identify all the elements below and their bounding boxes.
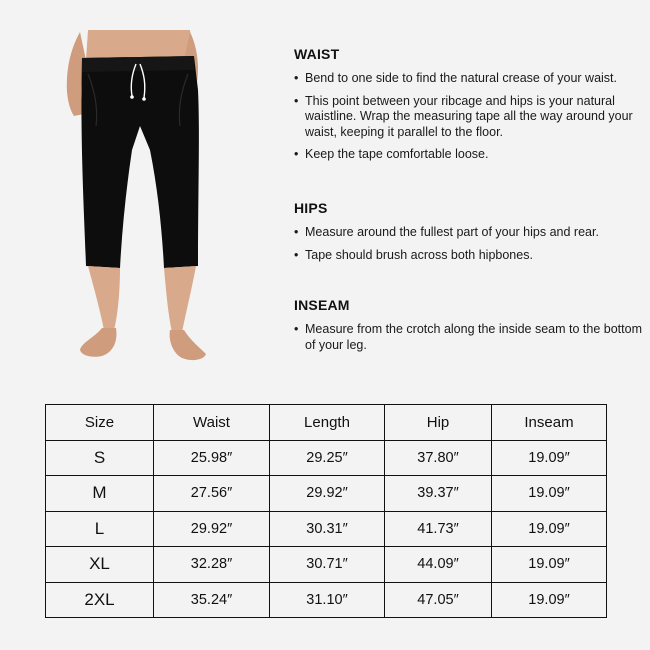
hip-cell: 41.73″: [385, 511, 492, 547]
table-row: [46, 476, 607, 512]
size-cell: XL: [46, 547, 154, 583]
waist-bullets: [294, 71, 650, 163]
header-length: Length: [270, 405, 385, 441]
list-item: [294, 225, 650, 241]
hips-bullets: [294, 225, 650, 263]
header-waist: Waist: [154, 405, 270, 441]
bullet-icon: •: [294, 247, 299, 262]
bullet-icon: •: [294, 322, 299, 336]
list-item: [294, 322, 650, 353]
list-item: [294, 147, 650, 163]
waist-cell: 35.24″: [154, 582, 270, 618]
waist-title: WAIST: [294, 46, 340, 62]
length-cell: 31.10″: [270, 582, 385, 618]
list-item: [294, 71, 650, 87]
inseam-cell: 19.09″: [492, 582, 607, 618]
bullet-text: Keep the tape comfortable loose.: [305, 147, 489, 161]
inseam-bullets: [294, 322, 650, 353]
inseam-title: INSEAM: [294, 297, 350, 313]
size-cell: M: [46, 476, 154, 512]
length-cell: 30.71″: [270, 547, 385, 583]
inseam-cell: 19.09″: [492, 511, 607, 547]
bullet-icon: •: [294, 71, 299, 85]
header-inseam: Inseam: [492, 405, 607, 441]
hips-title: HIPS: [294, 200, 328, 216]
length-cell: 30.31″: [270, 511, 385, 547]
inseam-section: [294, 297, 650, 360]
table-row: [46, 511, 607, 547]
table-header-row: [46, 405, 607, 441]
hip-cell: 44.09″: [385, 547, 492, 583]
waist-cell: 27.56″: [154, 476, 270, 512]
size-cell: 2XL: [46, 582, 154, 618]
waist-cell: 25.98″: [154, 440, 270, 476]
inseam-cell: 19.09″: [492, 547, 607, 583]
size-chart-table: [45, 404, 607, 618]
size-cell: S: [46, 440, 154, 476]
bullet-text: Measure around the fullest part of your hips and rear.: [305, 225, 599, 239]
length-cell: 29.92″: [270, 476, 385, 512]
size-cell: L: [46, 511, 154, 547]
hip-cell: 47.05″: [385, 582, 492, 618]
hips-section: [294, 200, 650, 270]
bullet-text: Measure from the crotch along the inside seam to the bottom of your leg.: [305, 322, 642, 352]
bullet-text: This point between your ribcage and hips is your natural waistline. Wrap the measuring tape all the way around your waist, keeping it parallel to the floor.: [305, 93, 633, 139]
table-row: [46, 440, 607, 476]
hip-cell: 37.80″: [385, 440, 492, 476]
hip-cell: 39.37″: [385, 476, 492, 512]
list-item: [294, 248, 650, 264]
bullet-icon: •: [294, 225, 299, 239]
inseam-cell: 19.09″: [492, 440, 607, 476]
capri-pants-model-illustration-icon: [40, 30, 240, 370]
header-size: Size: [46, 405, 154, 441]
inseam-cell: 19.09″: [492, 476, 607, 512]
bullet-icon: •: [294, 147, 299, 161]
waist-cell: 32.28″: [154, 547, 270, 583]
table-row: [46, 582, 607, 618]
bullet-text: Bend to one side to find the natural crease of your waist.: [305, 71, 617, 85]
header-hip: Hip: [385, 405, 492, 441]
bullet-icon: •: [294, 93, 299, 108]
list-item: [294, 94, 650, 141]
table-row: [46, 547, 607, 583]
waist-cell: 29.92″: [154, 511, 270, 547]
waist-section: [294, 46, 650, 170]
bullet-text: Tape should brush across both hipbones.: [305, 247, 533, 262]
length-cell: 29.25″: [270, 440, 385, 476]
product-image: [40, 30, 240, 370]
